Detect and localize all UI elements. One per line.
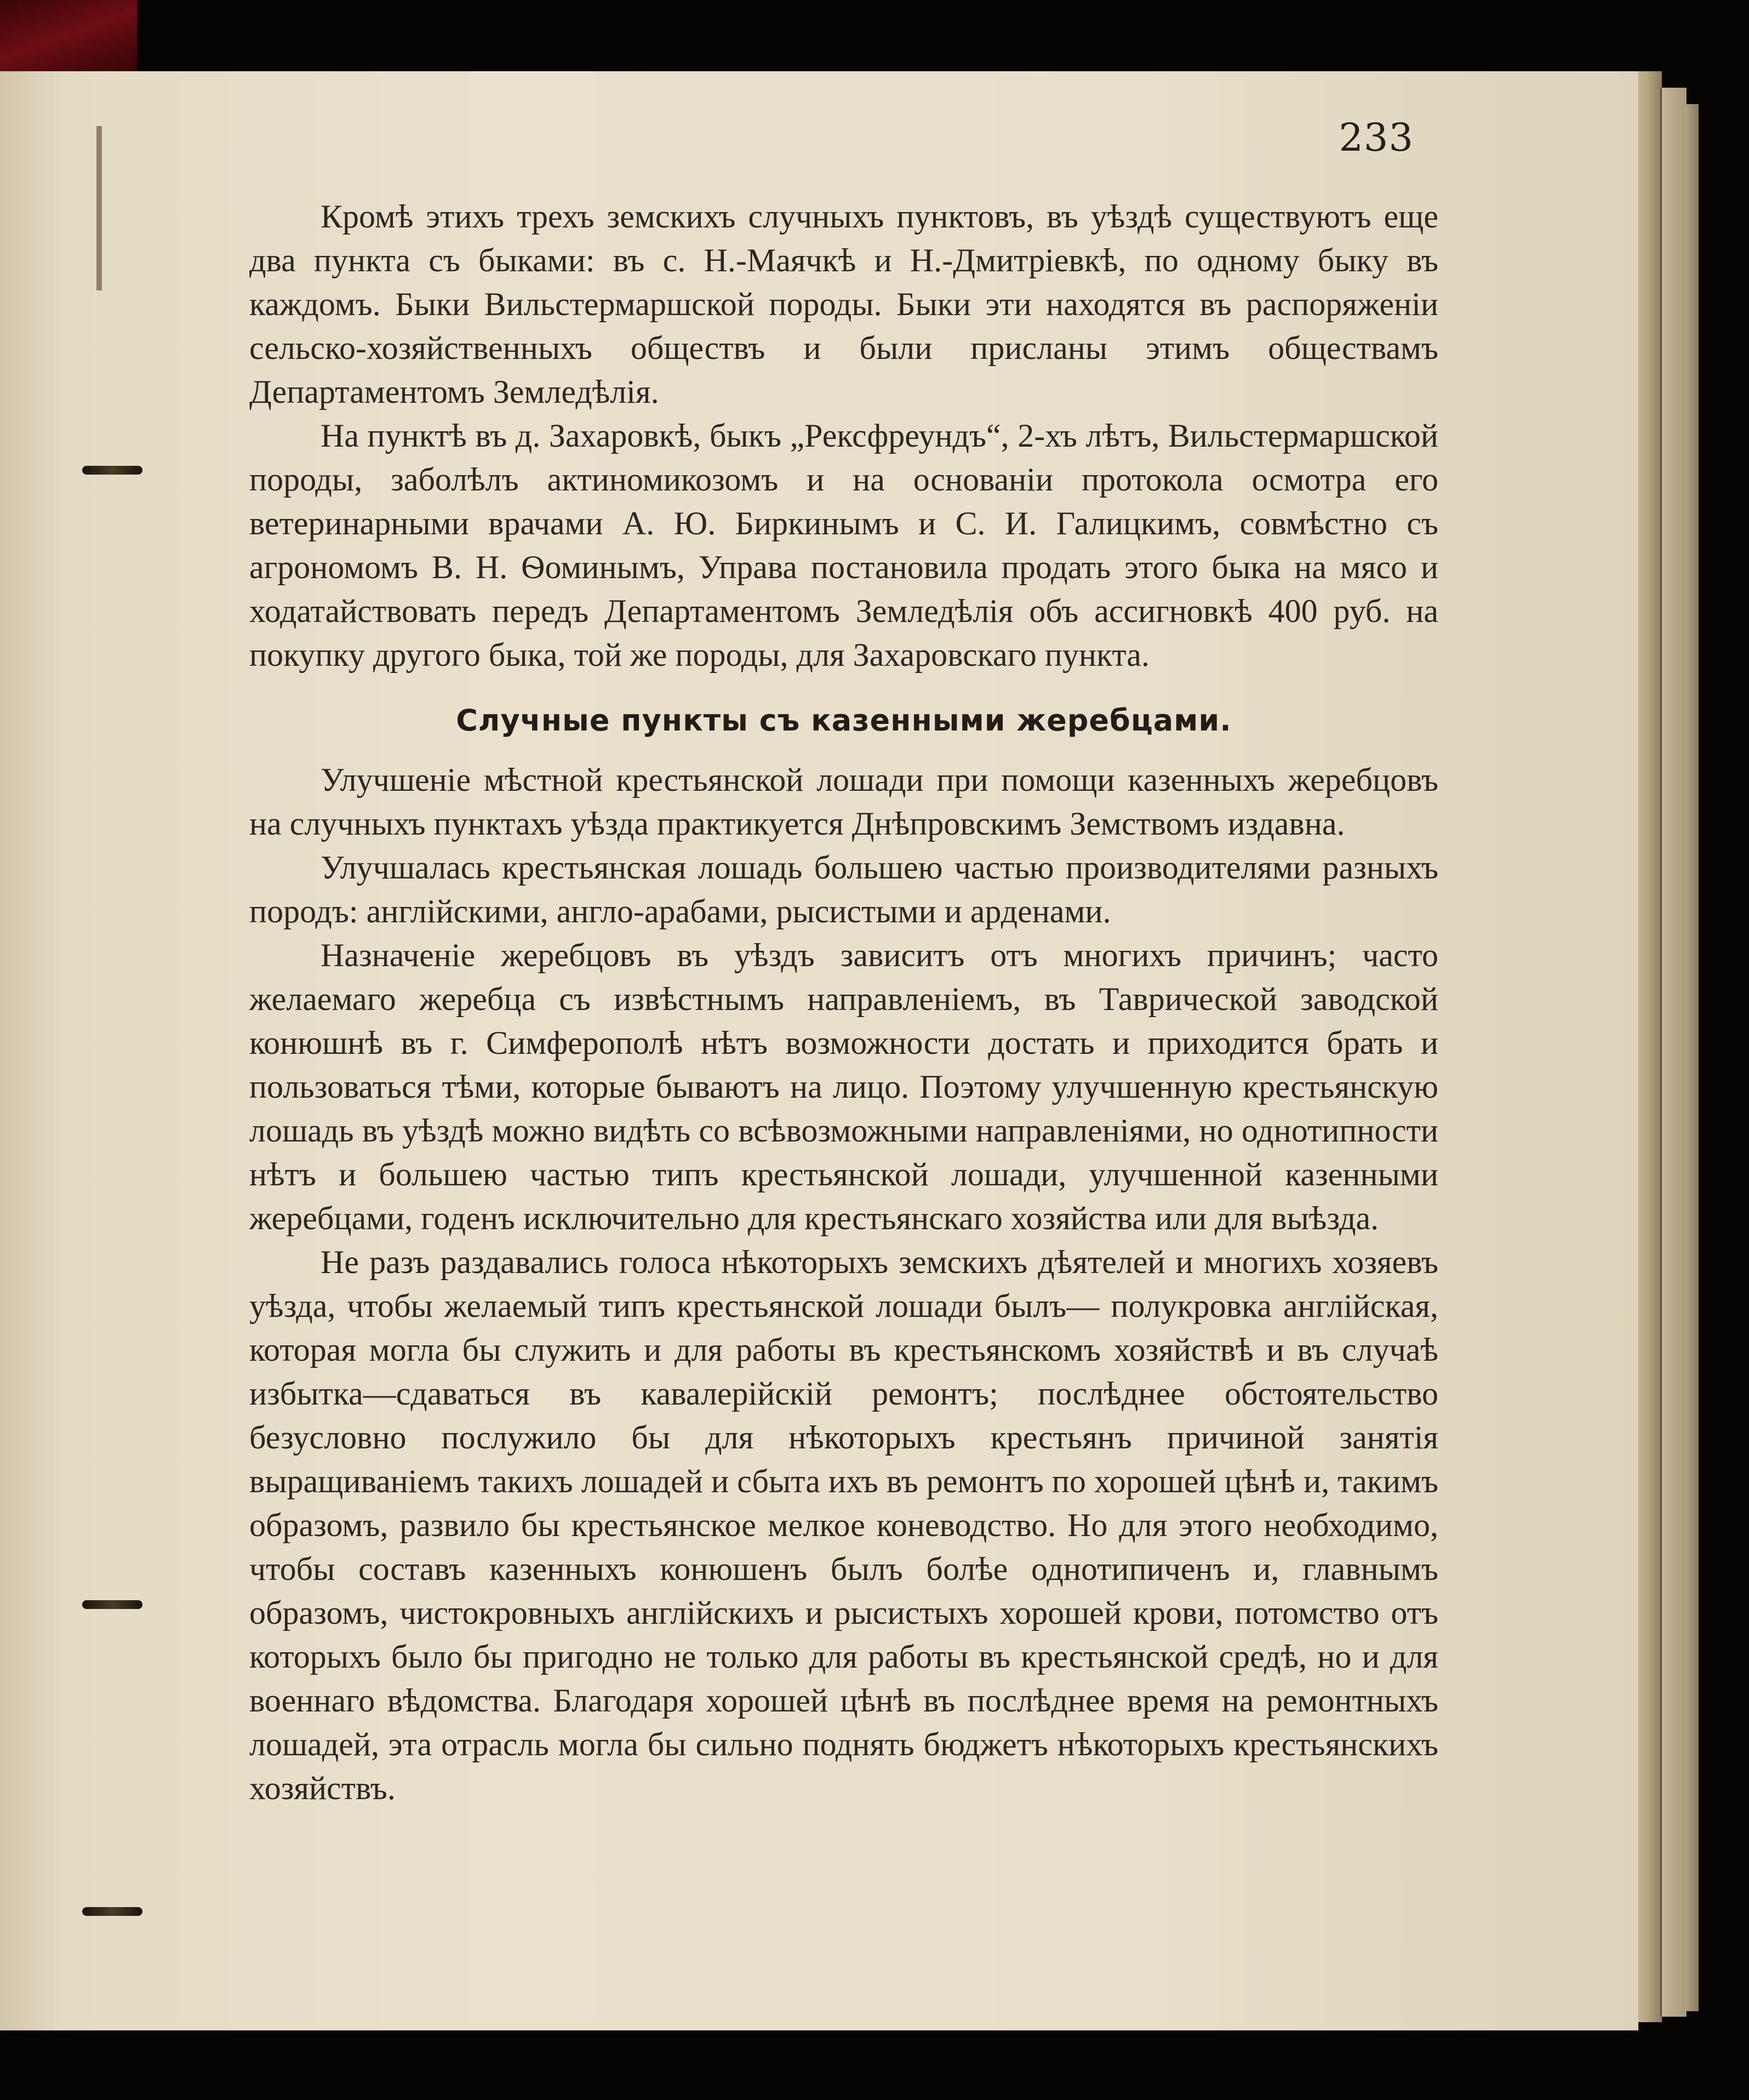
binding-stitch: [82, 466, 142, 475]
paragraph: На пунктѣ въ д. Захаровкѣ, быкъ „Рексфреундъ“, 2-хъ лѣтъ, Вильстермаршской породы, заболѣлъ актиномикозомъ и на основаніи протокола осмотра его ветеринарными врачами А. Ю. Биркинымъ и С. И. Галицкимъ, совмѣстно съ агрономомъ В. Н. Ѳоминымъ, Управа постановила продать этого быка на мясо и ходатайствовать передъ Департаментомъ Земледѣлія объ ассигновкѣ 400 руб. на покупку другого быка, той же породы, для Захаровскаго пункта.: [249, 418, 1438, 673]
page-edge: [1685, 104, 1699, 2011]
paragraph: Улучшеніе мѣстной крестьянской лошади при помощи казенныхъ жеребцовъ на случныхъ пунктахъ уѣзда практикуется Днѣпровскимъ Земствомъ издавна.: [249, 762, 1438, 842]
binding-stitch: [82, 1907, 142, 1916]
section-heading: Случные пункты съ казенными жеребцами.: [456, 703, 1232, 738]
book-page: [0, 71, 1638, 2030]
page-edge: [1660, 88, 1687, 2017]
binding-stitch: [82, 1600, 142, 1609]
paragraph: Улучшалась крестьянская лошадь большею частью производителями разныхъ породъ: англійскими, англо-арабами, рысистыми и арденами.: [249, 849, 1438, 929]
body-text: [249, 195, 1438, 1810]
paragraph: Не разъ раздавались голоса нѣкоторыхъ земскихъ дѣятелей и многихъ хозяевъ уѣзда, чтобы желаемый типъ крестьянской лошади былъ— полукровка англійская, которая могла бы служить и для работы въ крестьянскомъ хозяйствѣ и въ случаѣ избытка—сдаваться въ кавалерійскій ремонтъ; послѣднее обстоятельство безусловно послужило бы для нѣкоторыхъ крестьянъ причиной занятія выращиваніемъ такихъ лошадей и сбыта ихъ въ ремонтъ по хорошей цѣнѣ и, такимъ образомъ, развило бы крестьянское мелкое коневодство. Но для этого необходимо, чтобы составъ казенныхъ конюшенъ былъ болѣе однотипиченъ и, главнымъ образомъ, чистокровныхъ англійскихъ и рысистыхъ хорошей крови, потомство отъ которыхъ было бы пригодно не только для работы въ крестьянской средѣ, но и для военнаго вѣдомства. Благодаря хорошей цѣнѣ въ послѣднее время на ремонтныхъ лошадей, эта отрасль могла бы сильно поднять бюджетъ нѣкоторыхъ крестьянскихъ хозяйствъ.: [249, 1244, 1438, 1806]
paragraph: Кромѣ этихъ трехъ земскихъ случныхъ пунктовъ, въ уѣздѣ существуютъ еще два пункта съ быками: въ с. Н.-Маячкѣ и Н.-Дмитріевкѣ, по одному быку въ каждомъ. Быки Вильстермаршской породы. Быки эти находятся въ распоряженіи сельско-хозяйственныхъ обществъ и были присланы этимъ обществамъ Департаментомъ Земледѣлія.: [249, 198, 1438, 410]
paragraph: Назначеніе жеребцовъ въ уѣздъ зависитъ отъ многихъ причинъ; часто желаемаго жеребца съ извѣстнымъ направленіемъ, въ Таврической заводской конюшнѣ въ г. Симферополѣ нѣтъ возможности достать и приходится брать и пользоваться тѣми, которые бываютъ на лицо. Поэтому улучшенную крестьянскую лошадь въ уѣздѣ можно видѣть со всѣвозможными направленіями, но однотипности нѣтъ и большею частью типъ крестьянской лошади, улучшенной казенными жеребцами, годенъ исключительно для крестьянскаго хозяйства или для выѣзда.: [249, 937, 1438, 1236]
page-number: 233: [1339, 115, 1414, 160]
binding-thread: [96, 126, 102, 290]
red-ribbon-bookmark: [0, 0, 137, 82]
